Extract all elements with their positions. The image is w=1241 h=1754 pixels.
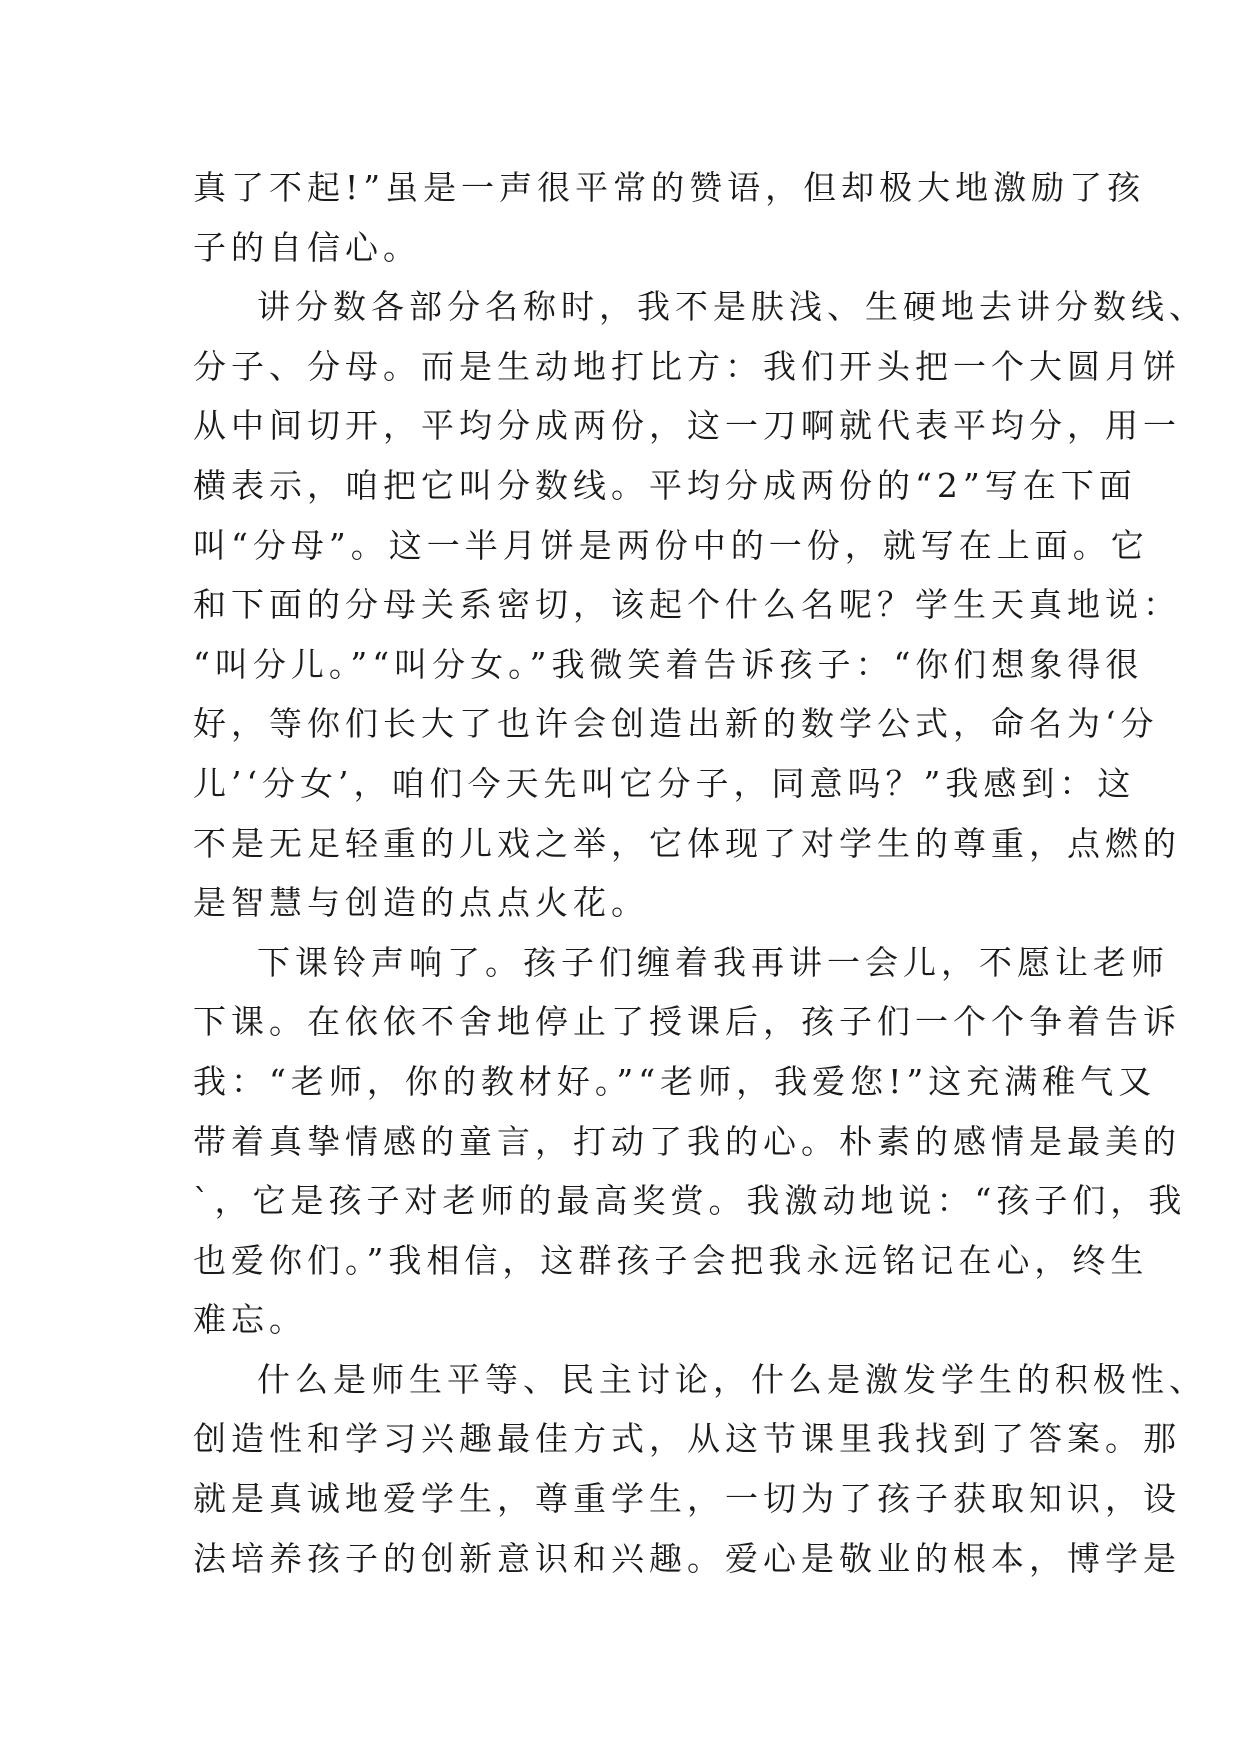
text-line: 子的自信心。 xyxy=(193,227,421,267)
text-line: “叫分儿。”“叫分女。”我微笑着告诉孩子：“你们想象得很 xyxy=(193,644,1144,684)
text-line: 横表示，咱把它叫分数线。平均分成两份的“2”写在下面 xyxy=(193,465,1137,505)
text-line: 儿’‘分女’，咱们今天先叫它分子，同意吗？”我感到：这 xyxy=(193,763,1136,803)
text-line: 就是真诚地爱学生，尊重学生，一切为了孩子获取知识，设 xyxy=(193,1479,1181,1519)
text-line: 创造性和学习兴趣最佳方式，从这节课里我找到了答案。那 xyxy=(193,1419,1181,1459)
text-line: 不是无足轻重的儿戏之举，它体现了对学生的尊重，点燃的 xyxy=(193,823,1181,863)
text-line: 分子、分母。而是生动地打比方：我们开头把一个大圆月饼 xyxy=(193,346,1181,386)
text-line: 是智慧与创造的点点火花。 xyxy=(193,883,649,923)
body-text xyxy=(193,158,1207,1588)
paragraph-first-line: 下课铃声响了。孩子们缠着我再讲一会儿，不愿让老师 xyxy=(257,942,1169,982)
text-line: 下课。在依依不舍地停止了授课后，孩子们一个个争着告诉 xyxy=(193,1002,1181,1042)
text-line: 也爱你们。”我相信，这群孩子会把我永远铭记在心，终生 xyxy=(193,1240,1149,1280)
text-line: 真了不起!”虽是一声很平常的赞语，但却极大地激励了孩 xyxy=(193,168,1146,207)
text-line: 好，等你们长大了也许会创造出新的数学公式，命名为‘分 xyxy=(193,704,1159,744)
text-line: 法培养孩子的创新意识和兴趣。爱心是敬业的根本，博学是 xyxy=(193,1538,1181,1578)
paragraph-first-line: 什么是师生平等、民主讨论，什么是激发学生的积极性、 xyxy=(257,1359,1207,1399)
paragraph-first-line: 讲分数各部分名称时，我不是肤浅、生硬地去讲分数线、 xyxy=(257,287,1207,327)
text-line: 我：“老师，你的教材好。”“老师，我爱您!”这充满稚气又 xyxy=(193,1061,1157,1101)
text-line: 叫“分母”。这一半月饼是两份中的一份，就写在上面。它 xyxy=(193,525,1149,565)
text-line: 带着真挚情感的童言，打动了我的心。朴素的感情是最美的 xyxy=(193,1121,1181,1161)
text-line: 和下面的分母关系密切，该起个什么名呢？学生天真地说： xyxy=(193,585,1181,625)
text-line: 难忘。 xyxy=(193,1300,307,1340)
text-line: `，它是孩子对老师的最高奖赏。我激动地说：“孩子们，我 xyxy=(193,1181,1187,1221)
text-line: 从中间切开，平均分成两份，这一刀啊就代表平均分，用一 xyxy=(193,406,1181,446)
